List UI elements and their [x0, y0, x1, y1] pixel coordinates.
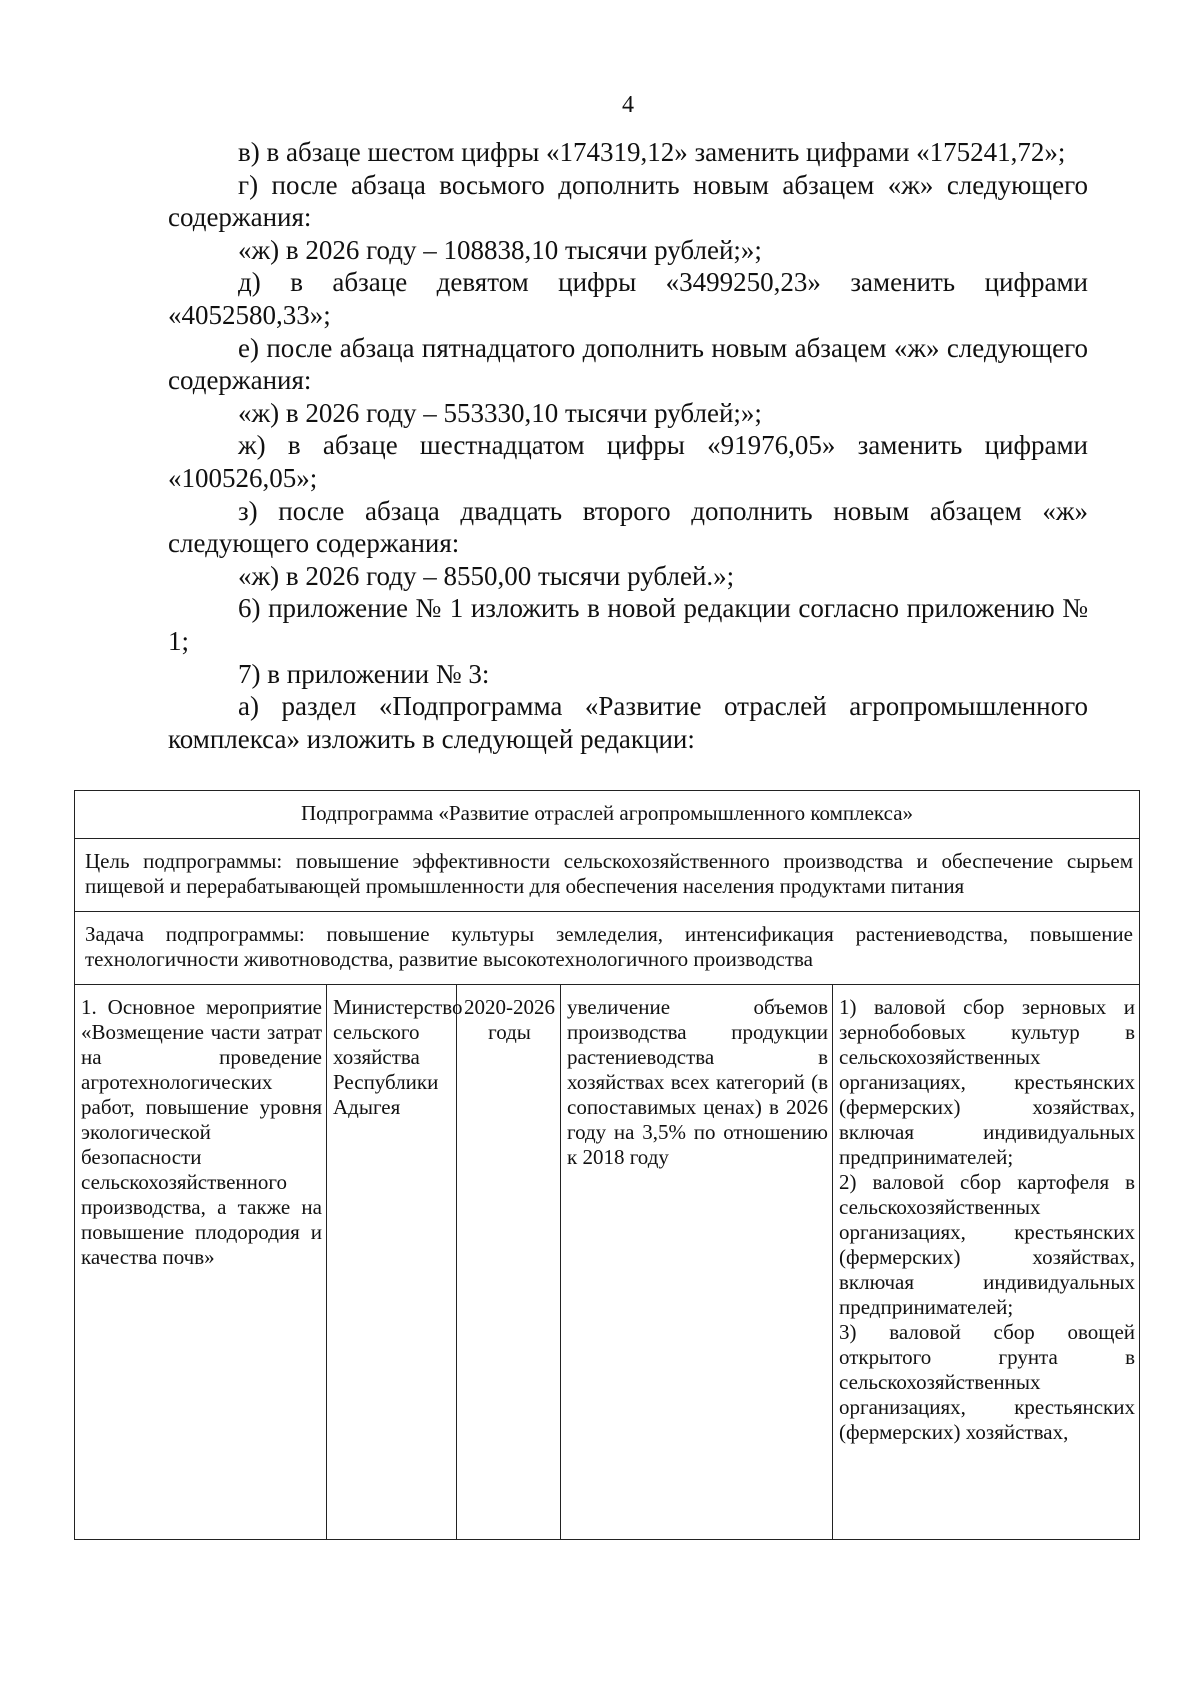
- period-cell: 2020-2026 годы: [457, 985, 561, 1540]
- paragraph-v: в) в абзаце шестом цифры «174319,12» заменить цифрами «175241,72»;: [238, 137, 1066, 167]
- paragraph-7a: а) раздел «Подпрограмма «Развитие отраслей агропромышленного комплекса» изложить в следующей редакции:: [168, 691, 1088, 754]
- table-header-row: [75, 791, 1140, 839]
- paragraph-z-insert: «ж) в 2026 году – 8550,00 тысячи рублей.»;: [238, 560, 735, 591]
- paragraph-g-insert: «ж) в 2026 году – 108838,10 тысячи рублей;»;: [238, 234, 762, 265]
- paragraph-7: 7) в приложении № 3:: [238, 658, 490, 689]
- paragraph-z: з) после абзаца двадцать второго дополнить новым абзацем «ж» следующего содержания:: [168, 495, 1088, 559]
- document-body: [168, 136, 1088, 755]
- subprogram-table: [74, 790, 1140, 1540]
- executor-cell: Министерство сельского хозяйства Республики Адыгея: [327, 985, 457, 1540]
- paragraph-zh: ж) в абзаце шестнадцатом цифры «91976,05» заменить цифрами «100526,05»;: [168, 430, 1088, 493]
- measure-cell: 1. Основное мероприятие «Возмещение части затрат на проведение агротехнологических работ, повышение уровня экологической безопасности сельскохозяйственного производства, а также на повышение плодородия и качества почв»: [75, 985, 327, 1540]
- table-task-row: [75, 912, 1140, 985]
- paragraph-g: г) после абзаца восьмого дополнить новым абзацем «ж» следующего содержания:: [168, 169, 1088, 233]
- paragraph-e: е) после абзаца пятнадцатого дополнить новым абзацем «ж» следующего содержания:: [168, 332, 1088, 396]
- subprogram-task: Задача подпрограммы: повышение культуры земледелия, интенсификация растениеводства, повышение технологичности животноводства, развитие высокотехнологичного производства: [75, 912, 1140, 985]
- subprogram-goal: Цель подпрограммы: повышение эффективности сельскохозяйственного производства и обеспечение сырьем пищевой и перерабатывающей промышленности для обеспечения населения продуктами питания: [75, 839, 1140, 912]
- table-row: [75, 985, 1140, 1540]
- result-cell: увеличение объемов производства продукции растениеводства в хозяйствах всех категорий (в сопоставимых ценах) в 2026 году на 3,5% по отношению к 2018 году: [561, 985, 833, 1540]
- indicator-item: 1) валовой сбор зерновых и зернобобовых культур в сельскохозяйственных организациях, крестьянских (фермерских) хозяйствах, включая индивидуальных предпринимателей;: [839, 995, 1135, 1169]
- page-number: 4: [622, 92, 634, 118]
- paragraph-e-insert: «ж) в 2026 году – 553330,10 тысячи рублей;»;: [238, 397, 762, 428]
- indicators-cell: [833, 985, 1140, 1540]
- indicator-item: 2) валовой сбор картофеля в сельскохозяйственных организациях, крестьянских (фермерских) хозяйствах, включая индивидуальных предпринимателей;: [839, 1170, 1135, 1319]
- subprogram-title: Подпрограмма «Развитие отраслей агропромышленного комплекса»: [75, 791, 1140, 839]
- paragraph-6: 6) приложение № 1 изложить в новой редакции согласно приложению № 1;: [168, 593, 1088, 656]
- indicator-item: 3) валовой сбор овощей открытого грунта в сельскохозяйственных организациях, крестьянских (фермерских) хозяйствах,: [839, 1320, 1135, 1444]
- paragraph-d: д) в абзаце девятом цифры «3499250,23» заменить цифрами «4052580,33»;: [168, 267, 1088, 330]
- table-goal-row: [75, 839, 1140, 912]
